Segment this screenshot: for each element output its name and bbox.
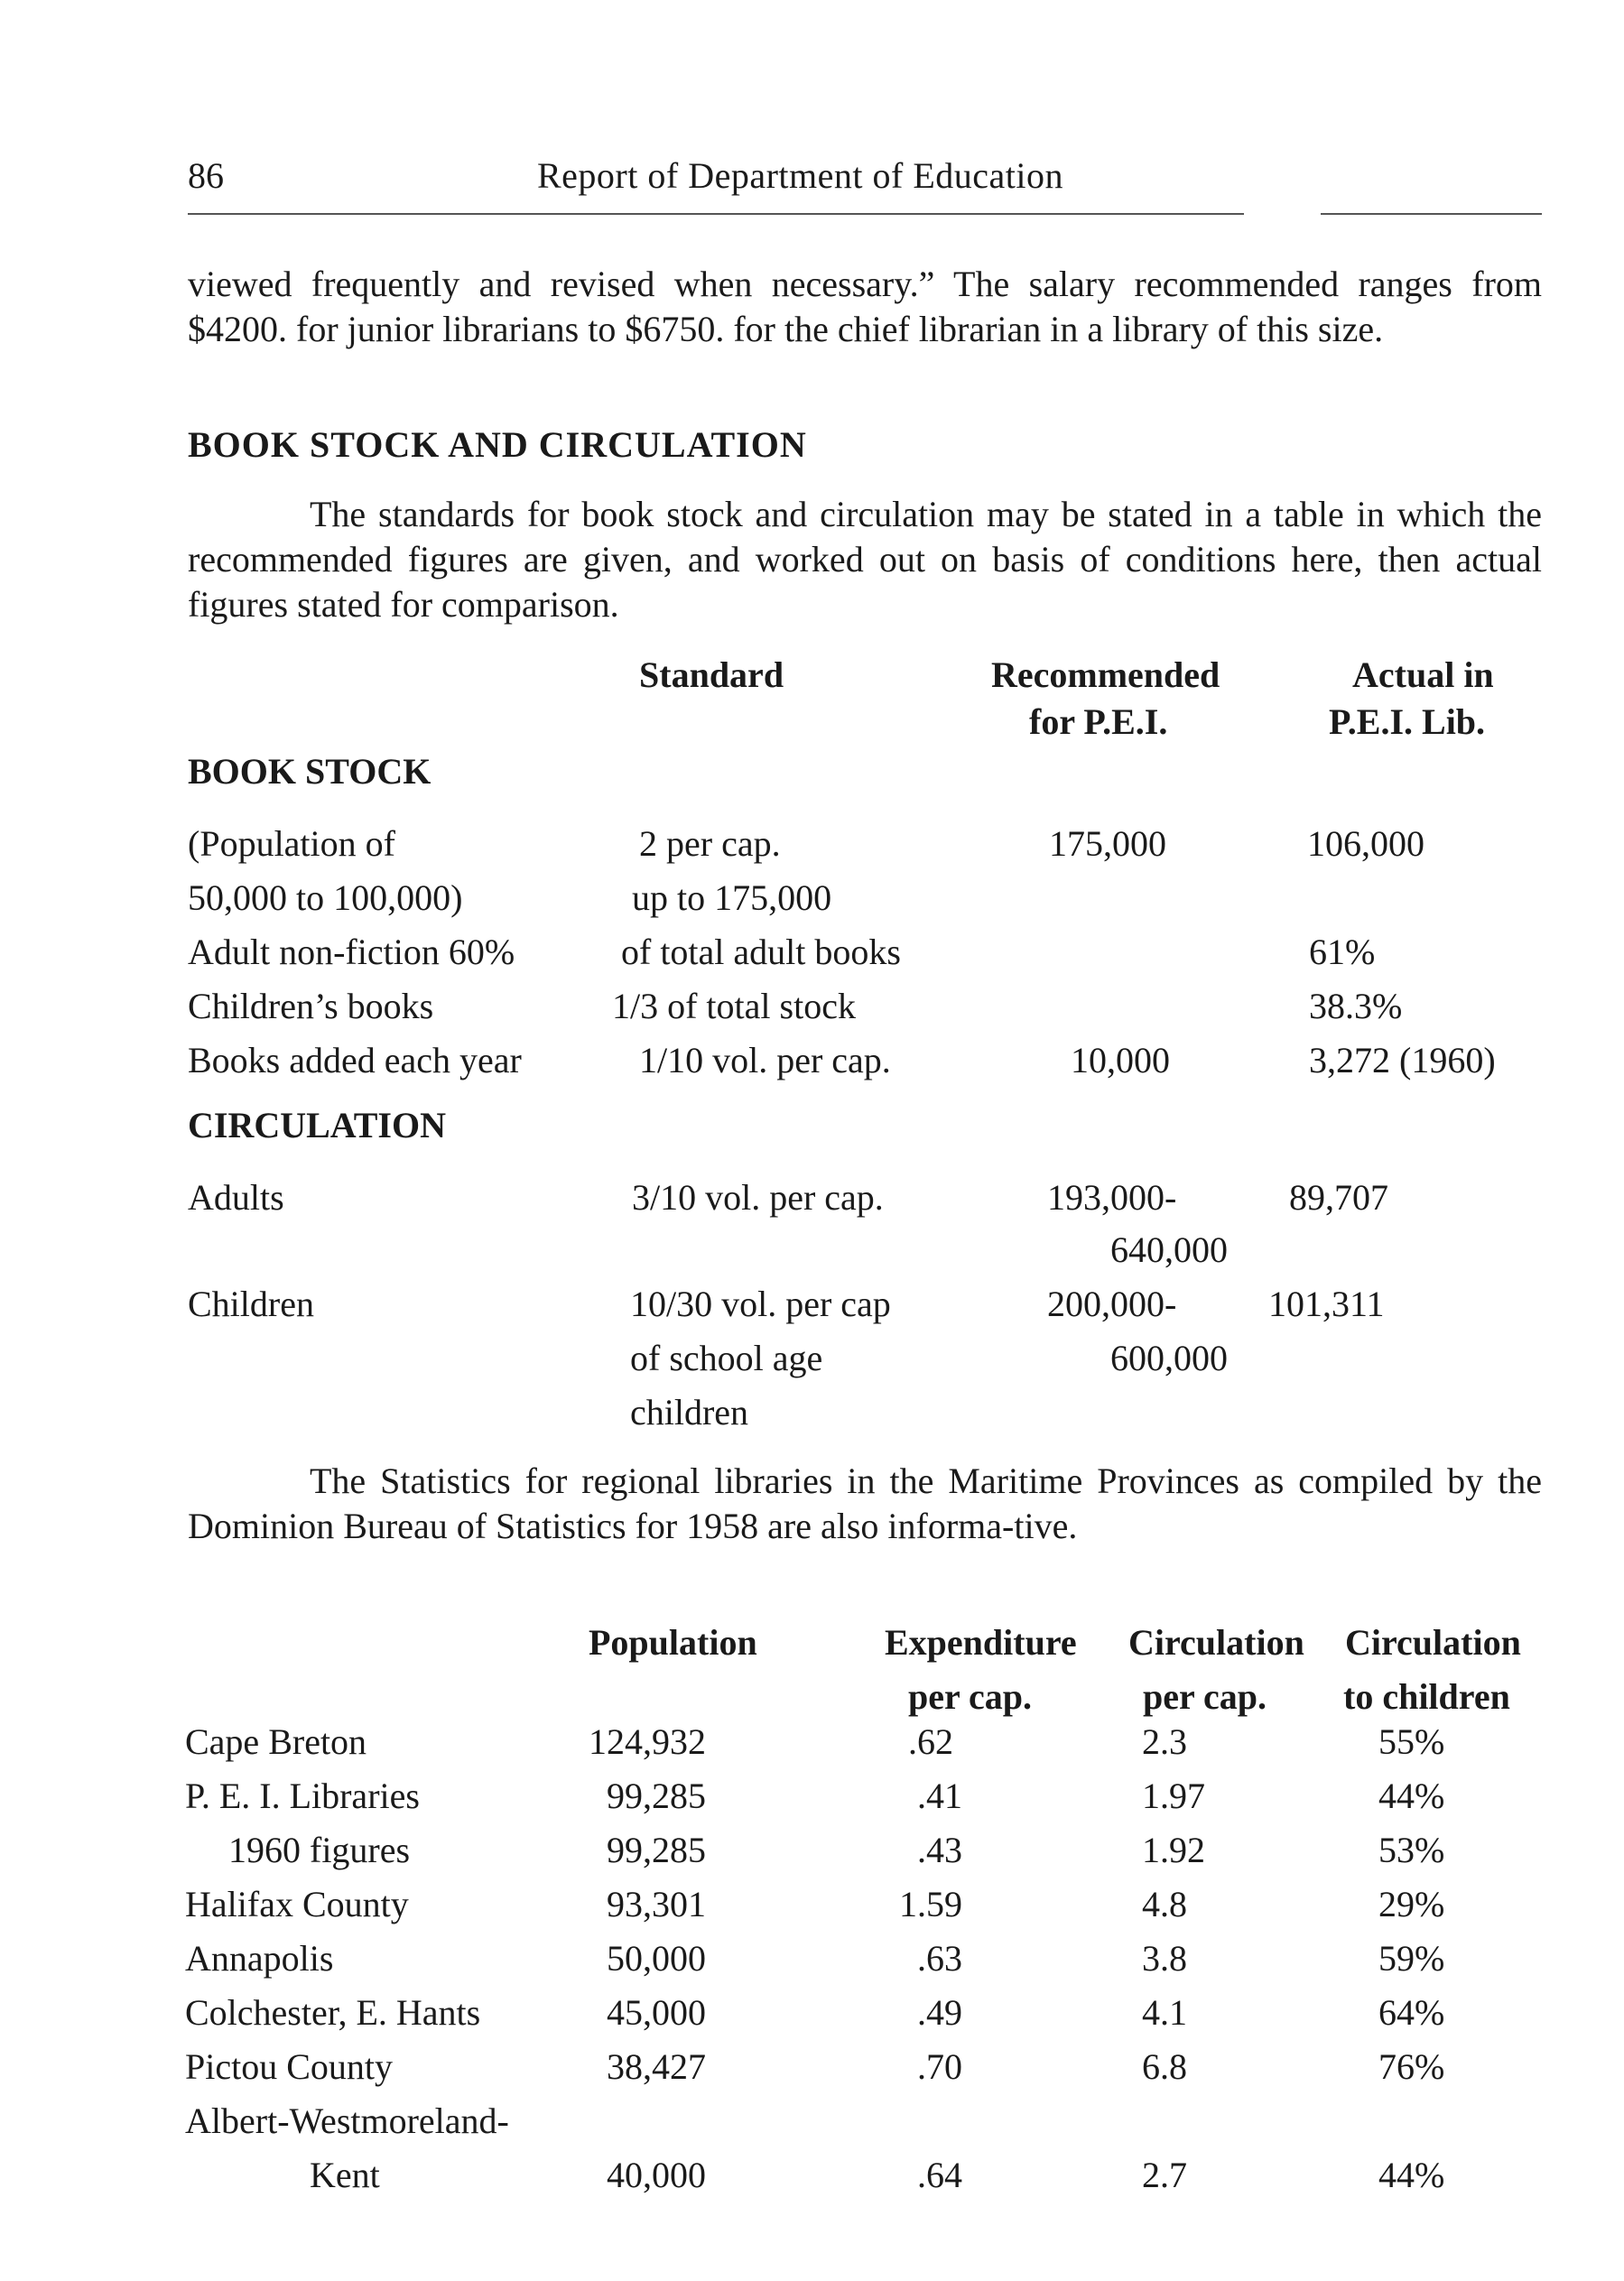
population-recommended: 175,000 xyxy=(1049,823,1166,864)
stats-cell-children: 44% xyxy=(1378,2155,1445,2195)
stats-header-population: Population xyxy=(589,1622,757,1663)
stats-cell-population: 50,000 xyxy=(607,1938,706,1979)
col-header-actual: Actual in xyxy=(1352,654,1494,695)
stats-cell-circulation: 4.8 xyxy=(1142,1884,1187,1924)
stats-cell-population: 99,285 xyxy=(607,1776,706,1816)
stats-header-circulation: Circulation xyxy=(1128,1622,1304,1663)
stats-cell-name: Pictou County xyxy=(185,2046,394,2087)
header-rule-left xyxy=(188,213,1244,215)
stats-cell-population: 40,000 xyxy=(607,2155,706,2195)
book-stock-heading: BOOK STOCK xyxy=(188,751,432,792)
stats-cell-circulation: 3.8 xyxy=(1142,1938,1187,1979)
standards-intro-text: The standards for book stock and circulation may be stated in a table in which the recommended figures are given, and worked out on basis of conditions here, then actual figures stated for comparison. xyxy=(188,494,1542,625)
added-recommended: 10,000 xyxy=(1071,1040,1170,1080)
stats-cell-name: Albert-Westmoreland- xyxy=(185,2100,509,2141)
standards-intro-paragraph xyxy=(188,492,1542,627)
stats-cell-expenditure: .63 xyxy=(917,1938,962,1979)
nonfiction-standard: of total adult books xyxy=(621,932,901,972)
stats-cell-population: 38,427 xyxy=(607,2046,706,2087)
stats-header-children: Circulation xyxy=(1345,1622,1521,1663)
col-header-recommended: Recommended xyxy=(991,654,1220,695)
stats-cell-circulation: 2.7 xyxy=(1142,2155,1187,2195)
children-books-actual: 38.3% xyxy=(1309,986,1403,1026)
population-actual: 106,000 xyxy=(1307,823,1424,864)
adults-label: Adults xyxy=(188,1177,284,1218)
population-standard-1: 2 per cap. xyxy=(639,823,781,864)
stats-header-expenditure-2: per cap. xyxy=(908,1676,1033,1717)
stats-cell-circulation: 2.3 xyxy=(1142,1721,1187,1762)
stats-cell-population: 124,932 xyxy=(589,1721,706,1762)
section-heading: BOOK STOCK AND CIRCULATION xyxy=(188,424,807,465)
stats-cell-name: Annapolis xyxy=(185,1938,334,1979)
children-standard-2: of school age xyxy=(630,1338,823,1378)
stats-cell-name: P. E. I. Libraries xyxy=(185,1776,420,1816)
stats-cell-children: 64% xyxy=(1378,1992,1445,2033)
stats-header-expenditure: Expenditure xyxy=(885,1622,1077,1663)
adults-standard: 3/10 vol. per cap. xyxy=(632,1177,884,1218)
children-books-standard: 1/3 of total stock xyxy=(612,986,856,1026)
stats-cell-name: Halifax County xyxy=(185,1884,409,1924)
children-standard-3: children xyxy=(630,1392,749,1433)
stats-cell-expenditure: .70 xyxy=(917,2046,962,2087)
children-books-label: Children’s books xyxy=(188,986,434,1026)
statistics-intro-paragraph xyxy=(188,1459,1542,1549)
added-actual: 3,272 (1960) xyxy=(1309,1040,1496,1080)
intro-paragraph xyxy=(188,262,1542,352)
stats-cell-expenditure: 1.59 xyxy=(899,1884,962,1924)
population-standard-2: up to 175,000 xyxy=(632,877,832,918)
stats-cell-name: Colchester, E. Hants xyxy=(185,1992,481,2033)
adults-recommended-2: 640,000 xyxy=(1110,1229,1228,1270)
stats-cell-circulation: 6.8 xyxy=(1142,2046,1187,2087)
stats-cell-circulation: 1.97 xyxy=(1142,1776,1205,1816)
added-label: Books added each year xyxy=(188,1040,522,1080)
running-title: Report of Department of Education xyxy=(537,155,1063,196)
added-standard: 1/10 vol. per cap. xyxy=(639,1040,891,1080)
nonfiction-actual: 61% xyxy=(1309,932,1376,972)
stats-cell-expenditure: .49 xyxy=(917,1992,962,2033)
stats-cell-children: 53% xyxy=(1378,1830,1445,1870)
adults-recommended-1: 193,000- xyxy=(1047,1177,1177,1218)
population-label-1: (Population of xyxy=(188,823,395,864)
stats-cell-children: 55% xyxy=(1378,1721,1445,1762)
header-rule-right xyxy=(1321,213,1542,215)
adults-actual: 89,707 xyxy=(1289,1177,1388,1218)
col-header-actual-2: P.E.I. Lib. xyxy=(1329,701,1486,742)
stats-cell-name: Kent xyxy=(310,2155,380,2195)
children-actual: 101,311 xyxy=(1268,1284,1385,1324)
children-standard-1: 10/30 vol. per cap xyxy=(630,1284,891,1324)
stats-cell-population: 45,000 xyxy=(607,1992,706,2033)
stats-header-children-2: to children xyxy=(1343,1676,1510,1717)
col-header-recommended-2: for P.E.I. xyxy=(1029,701,1168,742)
stats-cell-children: 76% xyxy=(1378,2046,1445,2087)
population-label-2: 50,000 to 100,000) xyxy=(188,877,463,918)
col-header-standard: Standard xyxy=(639,654,784,695)
stats-cell-population: 93,301 xyxy=(607,1884,706,1924)
circulation-heading: CIRCULATION xyxy=(188,1105,446,1145)
children-label: Children xyxy=(188,1284,314,1324)
stats-cell-children: 59% xyxy=(1378,1938,1445,1979)
stats-cell-expenditure: .41 xyxy=(917,1776,962,1816)
stats-cell-name: Cape Breton xyxy=(185,1721,367,1762)
stats-cell-expenditure: .43 xyxy=(917,1830,962,1870)
stats-cell-children: 29% xyxy=(1378,1884,1445,1924)
stats-header-circulation-2: per cap. xyxy=(1143,1676,1267,1717)
stats-cell-circulation: 4.1 xyxy=(1142,1992,1187,2033)
stats-cell-population: 99,285 xyxy=(607,1830,706,1870)
stats-cell-expenditure: .62 xyxy=(908,1721,953,1762)
children-recommended-1: 200,000- xyxy=(1047,1284,1177,1324)
intro-text: viewed frequently and revised when necessary.” The salary recommended ranges from $4200. for junior librarians to $6750. for the chief librarian in a library of this size. xyxy=(188,264,1542,349)
nonfiction-label: Adult non-fiction 60% xyxy=(188,932,515,972)
stats-cell-circulation: 1.92 xyxy=(1142,1830,1205,1870)
stats-cell-name: 1960 figures xyxy=(228,1830,411,1870)
stats-cell-expenditure: .64 xyxy=(917,2155,962,2195)
page-number: 86 xyxy=(188,155,224,196)
stats-cell-children: 44% xyxy=(1378,1776,1445,1816)
statistics-intro-text: The Statistics for regional libraries in the Maritime Provinces as compiled by the Dominion Bureau of Statistics for 1958 are also informa-tive. xyxy=(188,1460,1542,1546)
children-recommended-2: 600,000 xyxy=(1110,1338,1228,1378)
